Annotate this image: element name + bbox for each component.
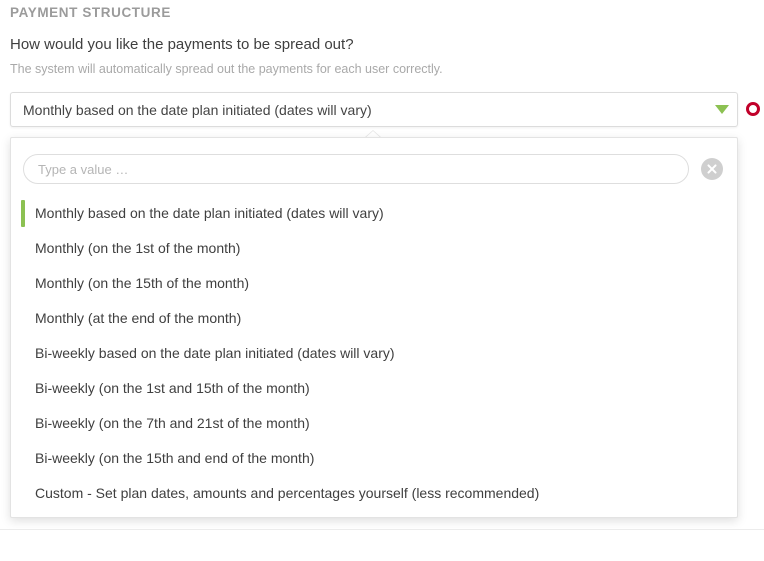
dropdown-option-label: Bi-weekly (on the 7th and 21st of the month) xyxy=(35,415,310,431)
dropdown-search-row xyxy=(11,138,737,196)
select-selected-value: Monthly based on the date plan initiated (dates will vary) xyxy=(23,101,372,118)
dropdown-option-label: Monthly based on the date plan initiated (dates will vary) xyxy=(35,205,384,221)
clear-search-icon[interactable] xyxy=(701,158,723,180)
required-indicator-icon xyxy=(746,102,760,116)
dropdown-option[interactable] xyxy=(11,231,737,266)
dropdown-option[interactable] xyxy=(11,336,737,371)
section-title: PAYMENT STRUCTURE xyxy=(10,5,171,20)
dropdown-option-label: Monthly (at the end of the month) xyxy=(35,310,242,326)
question-label: How would you like the payments to be spread out? xyxy=(10,36,354,53)
hint-text: The system will automatically spread out the payments for each user correctly. xyxy=(10,62,443,76)
dropdown-option-label: Bi-weekly (on the 15th and end of the month) xyxy=(35,450,315,466)
dropdown-option-label: Monthly (on the 15th of the month) xyxy=(35,275,250,291)
dropdown-option[interactable] xyxy=(11,476,737,511)
dropdown-option-label: Custom - Set plan dates, amounts and percentages yourself (less recommended) xyxy=(35,485,540,501)
chevron-down-icon[interactable] xyxy=(707,105,737,114)
dropdown-search-input[interactable] xyxy=(23,154,689,184)
dropdown-option[interactable] xyxy=(11,196,737,231)
payment-structure-dropdown xyxy=(10,137,738,518)
dropdown-option[interactable] xyxy=(11,371,737,406)
dropdown-option[interactable] xyxy=(11,301,737,336)
dropdown-option-label: Monthly (on the 1st of the month) xyxy=(35,240,241,256)
dropdown-option[interactable] xyxy=(11,441,737,476)
dropdown-option[interactable] xyxy=(11,406,737,441)
payment-structure-select[interactable] xyxy=(10,92,738,127)
dropdown-option-label: Bi-weekly (on the 1st and 15th of the month) xyxy=(35,380,310,396)
dropdown-option[interactable] xyxy=(11,266,737,301)
dropdown-option-label: Bi-weekly based on the date plan initiated (dates will vary) xyxy=(35,345,395,361)
footer-divider xyxy=(0,529,764,530)
